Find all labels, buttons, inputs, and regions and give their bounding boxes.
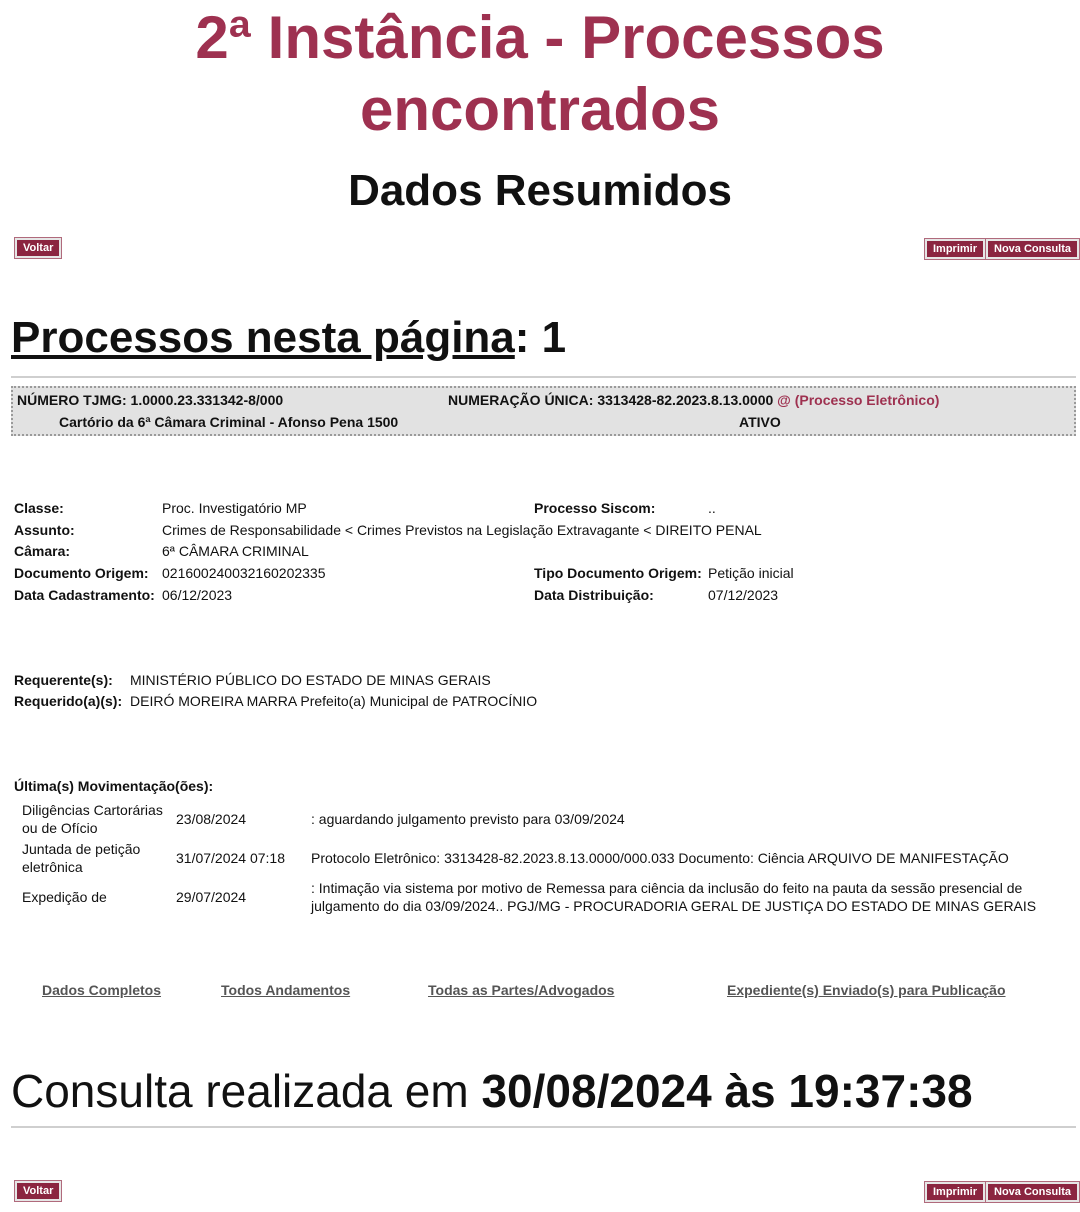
- assunto-label: Assunto:: [14, 522, 75, 538]
- classe-value: Proc. Investigatório MP: [162, 500, 307, 516]
- cartorio: Cartório da 6ª Câmara Criminal - Afonso Pena 1500: [59, 414, 399, 430]
- consulta-prefix: Consulta realizada em: [11, 1065, 469, 1117]
- movement-type-1: Diligências Cartorárias ou de Ofício: [22, 802, 163, 836]
- tipo-doc-label: Tipo Documento Origem:: [534, 565, 702, 581]
- doc-origem-label: Documento Origem:: [14, 565, 149, 581]
- movement-type-2: Juntada de petição eletrônica: [22, 841, 141, 875]
- movement-date-2: 31/07/2024 07:18: [176, 850, 285, 866]
- data-cad-label: Data Cadastramento:: [14, 587, 155, 603]
- movement-type-3: Expedição de: [22, 889, 107, 905]
- page-subtitle: Dados Resumidos: [348, 166, 732, 215]
- divider-top: [11, 376, 1076, 378]
- new-search-button-top[interactable]: Nova Consulta: [986, 239, 1079, 259]
- movement-date-1: 23/08/2024: [176, 811, 247, 827]
- assunto-value: Crimes de Responsabilidade < Crimes Previstos na Legislação Extravagante < DIREITO PENAL: [162, 522, 762, 538]
- link-todas-partes[interactable]: Todas as Partes/Advogados: [428, 982, 615, 998]
- page-title: [0, 2, 1080, 146]
- classe-label: Classe:: [14, 500, 64, 516]
- consulta-datetime: 30/08/2024 às 19:37:38: [481, 1065, 973, 1117]
- movement-desc-1: : aguardando julgamento previsto para 03/09/2024: [311, 811, 625, 827]
- movement-date-3: 29/07/2024: [176, 889, 247, 905]
- data-cad-value: 06/12/2023: [162, 587, 233, 603]
- back-button-top[interactable]: Voltar: [15, 238, 61, 258]
- data-dist-label: Data Distribuição:: [534, 587, 654, 603]
- link-todos-andamentos[interactable]: Todos Andamentos: [221, 982, 351, 998]
- camara-label: Câmara:: [14, 543, 71, 559]
- requerido-label: Requerido(a)(s):: [14, 693, 123, 709]
- data-dist-value: 07/12/2023: [708, 587, 779, 603]
- process-header-box: [11, 386, 1076, 436]
- requerido-value: DEIRÓ MOREIRA MARRA Prefeito(a) Municipal de PATROCÍNIO: [130, 693, 538, 709]
- doc-origem-value: 02160024003216020233​5: [162, 565, 326, 581]
- consulta-timestamp: [11, 1064, 973, 1118]
- page-title-line-1: 2ª Instância - Processos: [195, 4, 885, 71]
- divider-bottom: [11, 1126, 1076, 1128]
- requerente-value: MINISTÉRIO PÚBLICO DO ESTADO DE MINAS GERAIS: [130, 672, 491, 688]
- requerente-label: Requerente(s):: [14, 672, 113, 688]
- movements-label: Última(s) Movimentação(ões):: [14, 778, 214, 794]
- status-badge: ATIVO: [739, 414, 781, 430]
- page-title-line-2: encontrados: [359, 76, 721, 143]
- numeracao-unica-text: NUMERAÇÃO ÚNICA: 3313428-82.2023.8.13.0000: [448, 392, 774, 408]
- processes-count-value: : 1: [514, 313, 567, 362]
- camara-value: 6ª CÂMARA CRIMINAL: [162, 543, 309, 559]
- siscom-label: Processo Siscom:: [534, 500, 656, 516]
- link-expedientes[interactable]: Expediente(s) Enviado(s) para Publicação: [727, 982, 1006, 998]
- processo-eletronico-link[interactable]: @ (Processo Eletrônico): [777, 392, 940, 408]
- print-button-top[interactable]: Imprimir: [925, 239, 985, 259]
- movement-desc-2: Protocolo Eletrônico: 3313428-82.2023.8.13.0000/000.033 Documento: Ciência ARQUIVO DE MANIFESTAÇÃO: [311, 850, 1009, 866]
- numero-tjmg: NÚMERO TJMG: 1.0000.23.331342-8/000: [17, 392, 284, 408]
- movement-desc-3: : Intimação via sistema por motivo de Remessa para ciência da inclusão do feito na pauta da sessão presencial de julgamento do dia 03/09/2024.. PGJ/MG - PROCURADORIA GERAL DE JUSTIÇA DO ESTADO DE MINAS GERAIS: [311, 880, 1037, 914]
- link-dados-completos[interactable]: Dados Completos: [42, 982, 162, 998]
- processes-count-heading: [11, 313, 566, 363]
- back-button-bottom[interactable]: Voltar: [15, 1181, 61, 1201]
- processes-count-label: Processos nesta página: [11, 313, 515, 362]
- tipo-doc-value: Petição inicial: [708, 565, 794, 581]
- numeracao-unica: [448, 392, 939, 408]
- print-button-bottom[interactable]: Imprimir: [925, 1182, 985, 1202]
- new-search-button-bottom[interactable]: Nova Consulta: [986, 1182, 1079, 1202]
- siscom-value: ..: [708, 500, 716, 516]
